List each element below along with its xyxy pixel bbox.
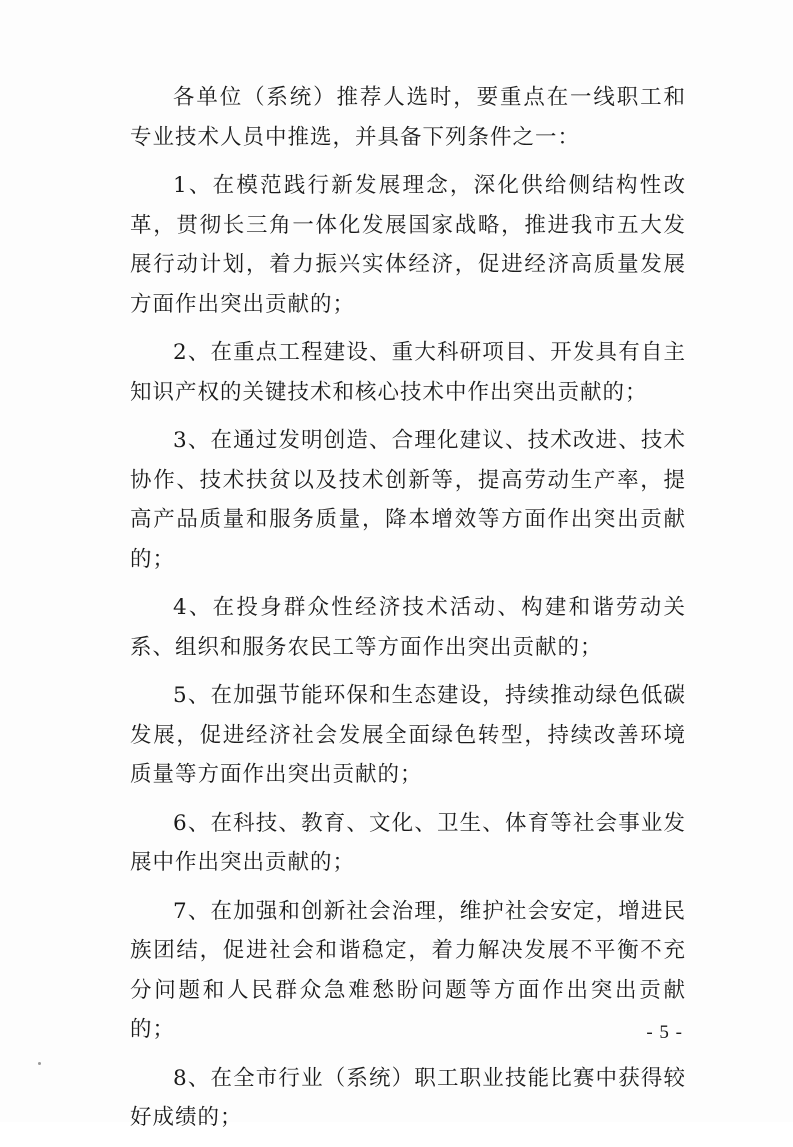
document-body bbox=[130, 78, 686, 1147]
paragraph-condition-1: 1、在模范践行新发展理念，深化供给侧结构性改革，贯彻长三角一体化发展国家战略，推进我市五大发展行动计划，着力振兴实体经济，促进经济高质量发展方面作出突出贡献的； bbox=[130, 173, 686, 317]
paragraph-condition-2: 2、在重点工程建设、重大科研项目、开发具有自主知识产权的关键技术和核心技术中作出突出贡献的； bbox=[130, 340, 686, 405]
paragraph-condition-6: 6、在科技、教育、文化、卫生、体育等社会事业发展中作出突出贡献的； bbox=[130, 810, 686, 875]
paragraph-intro: 各单位（系统）推荐人选时，要重点在一线职工和专业技术人员中推选，并具备下列条件之一： bbox=[130, 85, 686, 150]
page-number: - 5 - bbox=[646, 1022, 683, 1043]
paragraph-condition-5: 5、在加强节能环保和生态建设，持续推动绿色低碳发展，促进经济社会发展全面绿色转型，持续改善环境质量等方面作出突出贡献的； bbox=[130, 683, 686, 787]
paragraph-condition-8: 8、在全市行业（系统）职工职业技能比赛中获得较好成绩的； bbox=[130, 1065, 686, 1130]
scan-speck bbox=[38, 1062, 41, 1065]
paragraph-condition-3: 3、在通过发明创造、合理化建议、技术改进、技术协作、技术扶贫以及技术创新等，提高劳动生产率，提高产品质量和服务质量，降本增效等方面作出突出贡献的； bbox=[130, 428, 686, 572]
paragraph-condition-7: 7、在加强和创新社会治理，维护社会安定，增进民族团结，促进社会和谐稳定，着力解决发展不平衡不充分问题和人民群众急难愁盼问题等方面作出突出贡献的； bbox=[130, 898, 686, 1042]
paragraph-condition-4: 4、在投身群众性经济技术活动、构建和谐劳动关系、组织和服务农民工等方面作出突出贡献的； bbox=[130, 595, 686, 660]
